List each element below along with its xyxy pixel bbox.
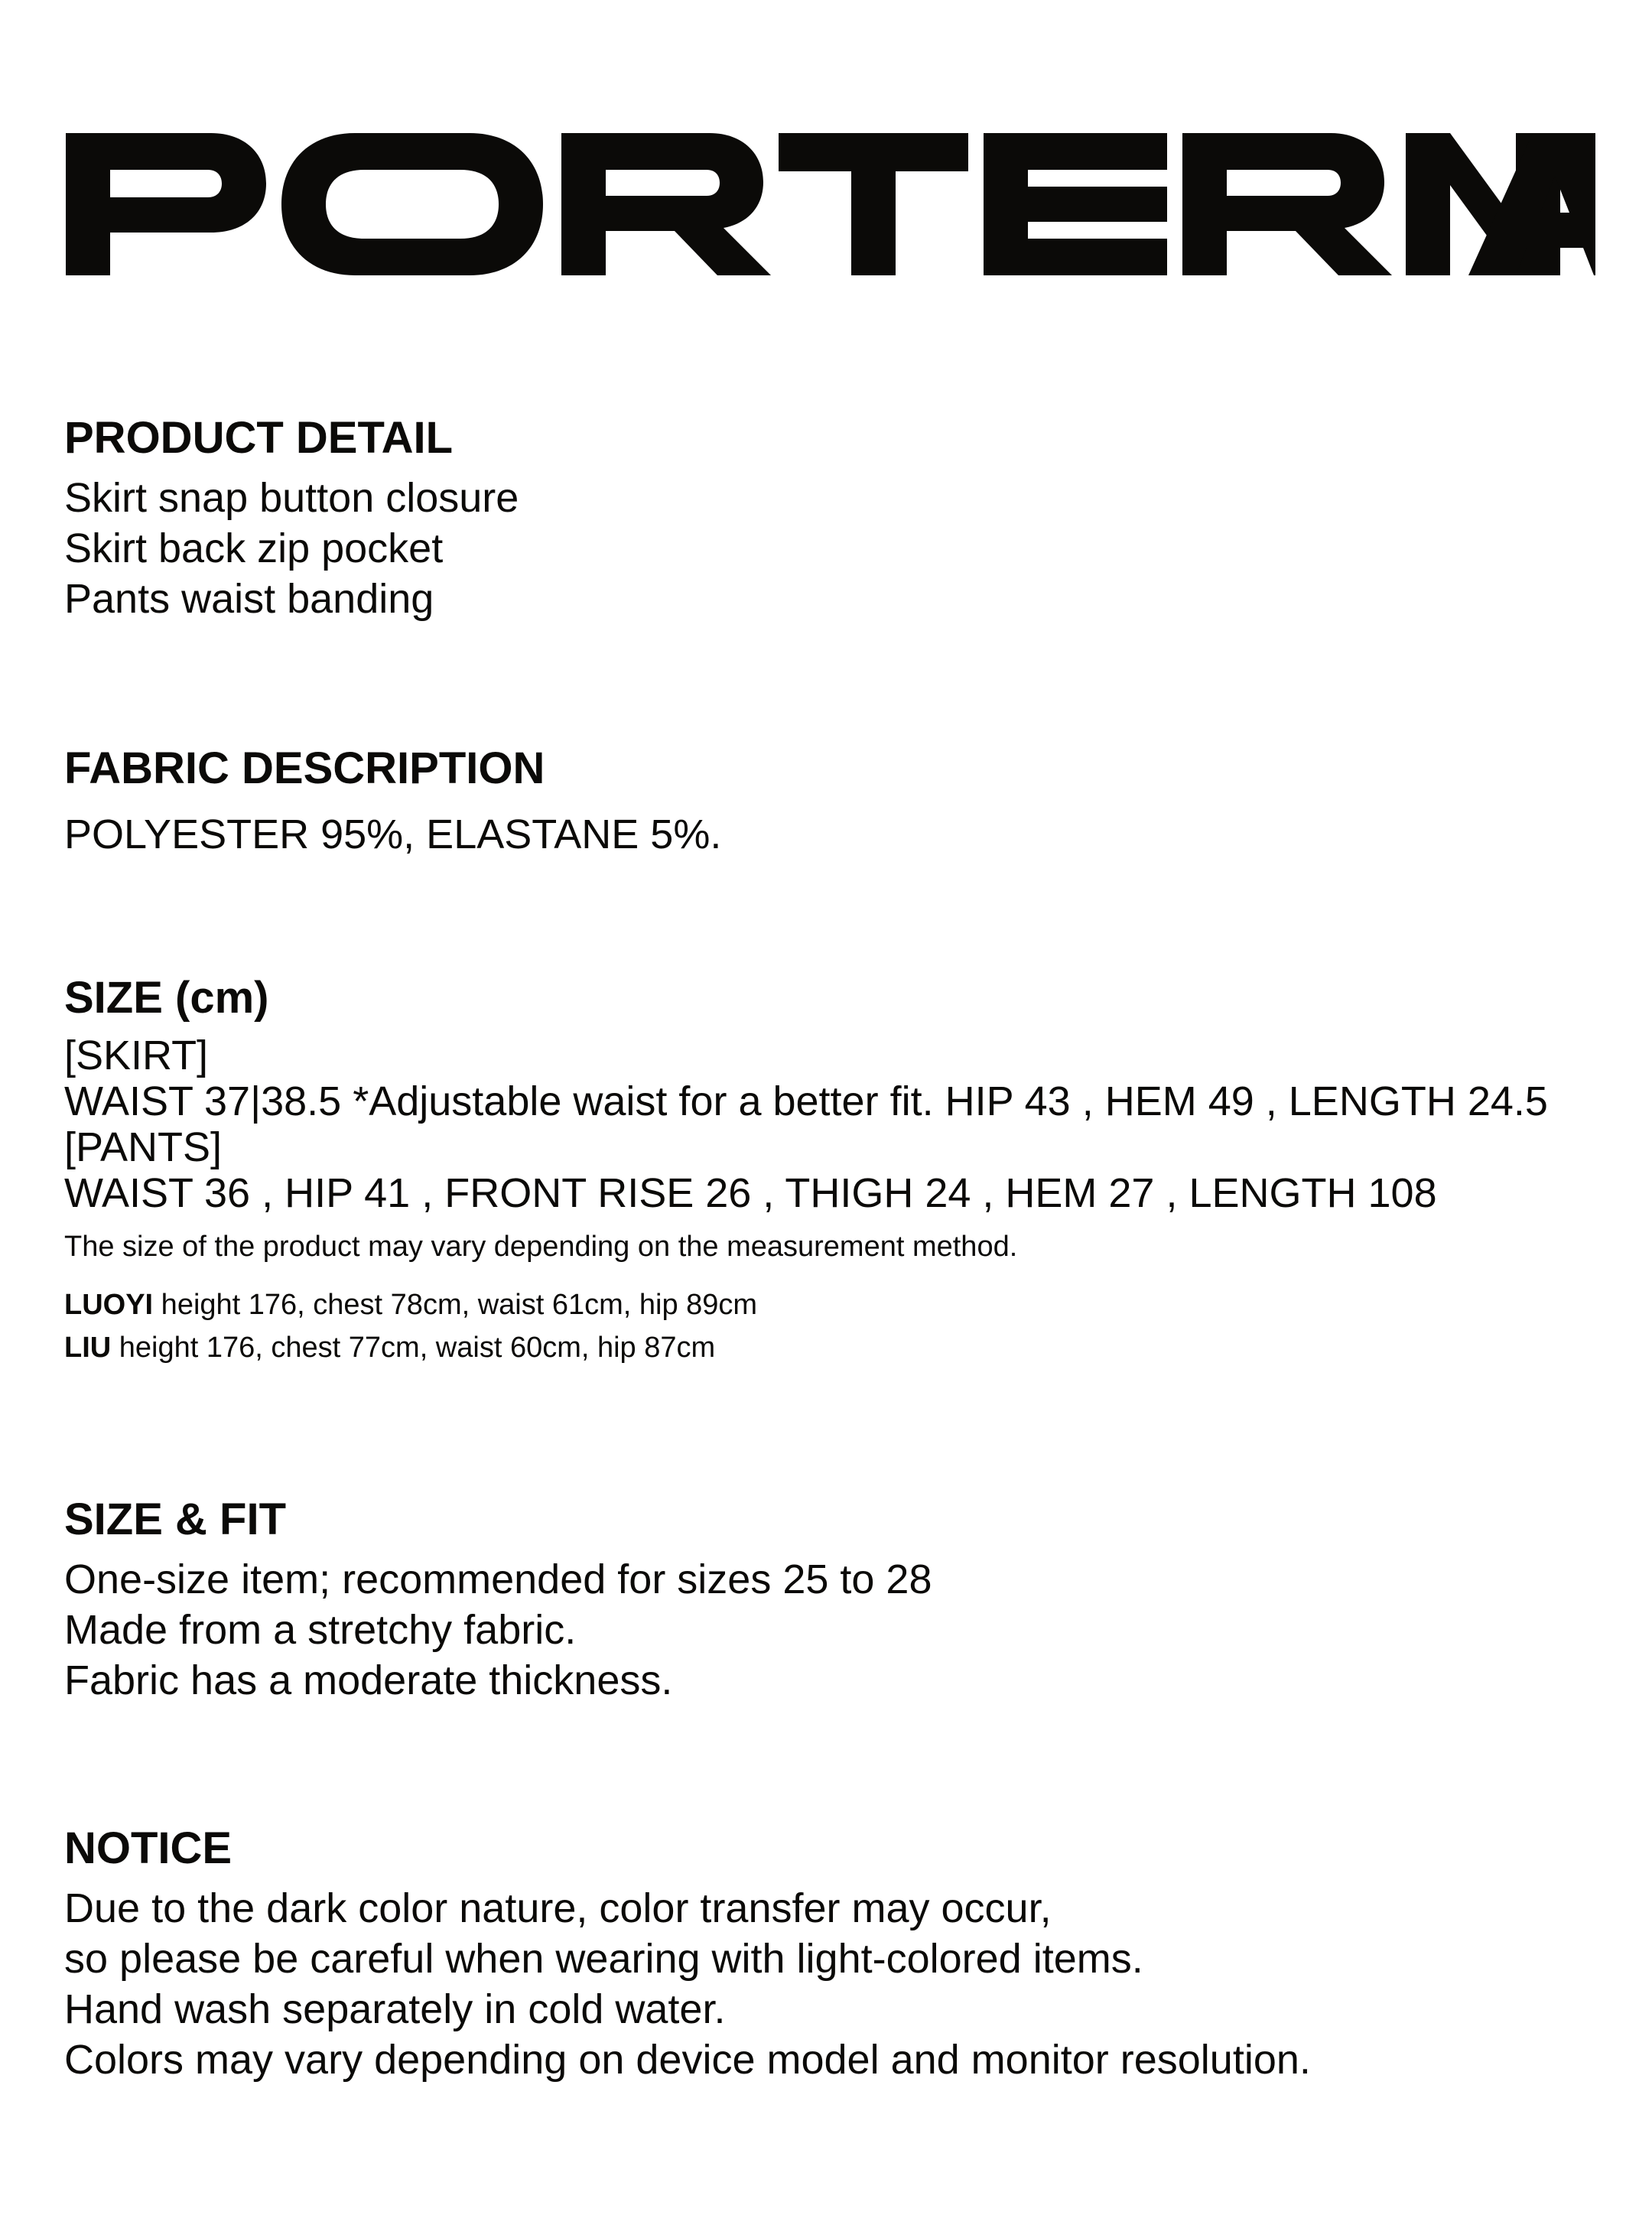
fabric-description-line: POLYESTER 95%, ELASTANE 5%. (64, 812, 722, 857)
size-fit-heading: SIZE & FIT (64, 1495, 286, 1544)
size-fit-line: Made from a stretchy fabric. (64, 1607, 577, 1653)
notice-line: Colors may vary depending on device model and monitor resolution. (64, 2037, 1311, 2083)
product-detail-line: Skirt back zip pocket (64, 525, 444, 571)
size-line: [PANTS] (64, 1124, 223, 1170)
size-line: WAIST 37|38.5 *Adjustable waist for a better fit. HIP 43 , HEM 49 , LENGTH 24.5 (64, 1078, 1548, 1124)
notice-line: Hand wash separately in cold water. (64, 1986, 726, 2032)
size-section (64, 973, 1563, 1369)
size-line: WAIST 36 , HIP 41 , FRONT RISE 26 , THIGH 24 , HEM 27 , LENGTH 108 (64, 1170, 1437, 1216)
size-fit-line: Fabric has a moderate thickness. (64, 1657, 673, 1703)
model-line (64, 1326, 1563, 1369)
product-detail-heading: PRODUCT DETAIL (64, 413, 454, 463)
fabric-description-heading: FABRIC DESCRIPTION (64, 743, 545, 793)
model-measurements: height 176, chest 77cm, waist 60cm, hip 87cm (111, 1332, 716, 1364)
product-detail-section (64, 413, 1563, 624)
fabric-description-list (64, 809, 1563, 860)
size-heading: SIZE (cm) (64, 973, 269, 1023)
size-fit-section (64, 1495, 1563, 1706)
size-line: [SKIRT] (64, 1033, 209, 1078)
model-name: LUOYI (64, 1289, 154, 1321)
model-name: LIU (64, 1332, 112, 1364)
size-list (64, 1033, 1563, 1216)
notice-list (64, 1883, 1563, 2085)
notice-section (64, 1823, 1563, 2085)
size-fit-list (64, 1554, 1563, 1706)
product-detail-line: Skirt snap button closure (64, 475, 519, 521)
model-measurements: height 176, chest 78cm, waist 61cm, hip 89cm (153, 1289, 758, 1321)
fabric-description-section (64, 743, 1563, 860)
notice-line: Due to the dark color nature, color transfer may occur, (64, 1885, 1052, 1931)
notice-heading: NOTICE (64, 1823, 233, 1873)
brand-logo (66, 133, 1595, 275)
notice-line: so please be careful when wearing with light-colored items. (64, 1936, 1143, 1982)
product-detail-line: Pants waist banding (64, 576, 434, 622)
model-line (64, 1283, 1563, 1326)
size-note: The size of the product may vary depending on the measurement method. (64, 1231, 1018, 1263)
product-detail-list (64, 473, 1563, 624)
size-fit-line: One-size item; recommended for sizes 25 to 28 (64, 1556, 932, 1602)
